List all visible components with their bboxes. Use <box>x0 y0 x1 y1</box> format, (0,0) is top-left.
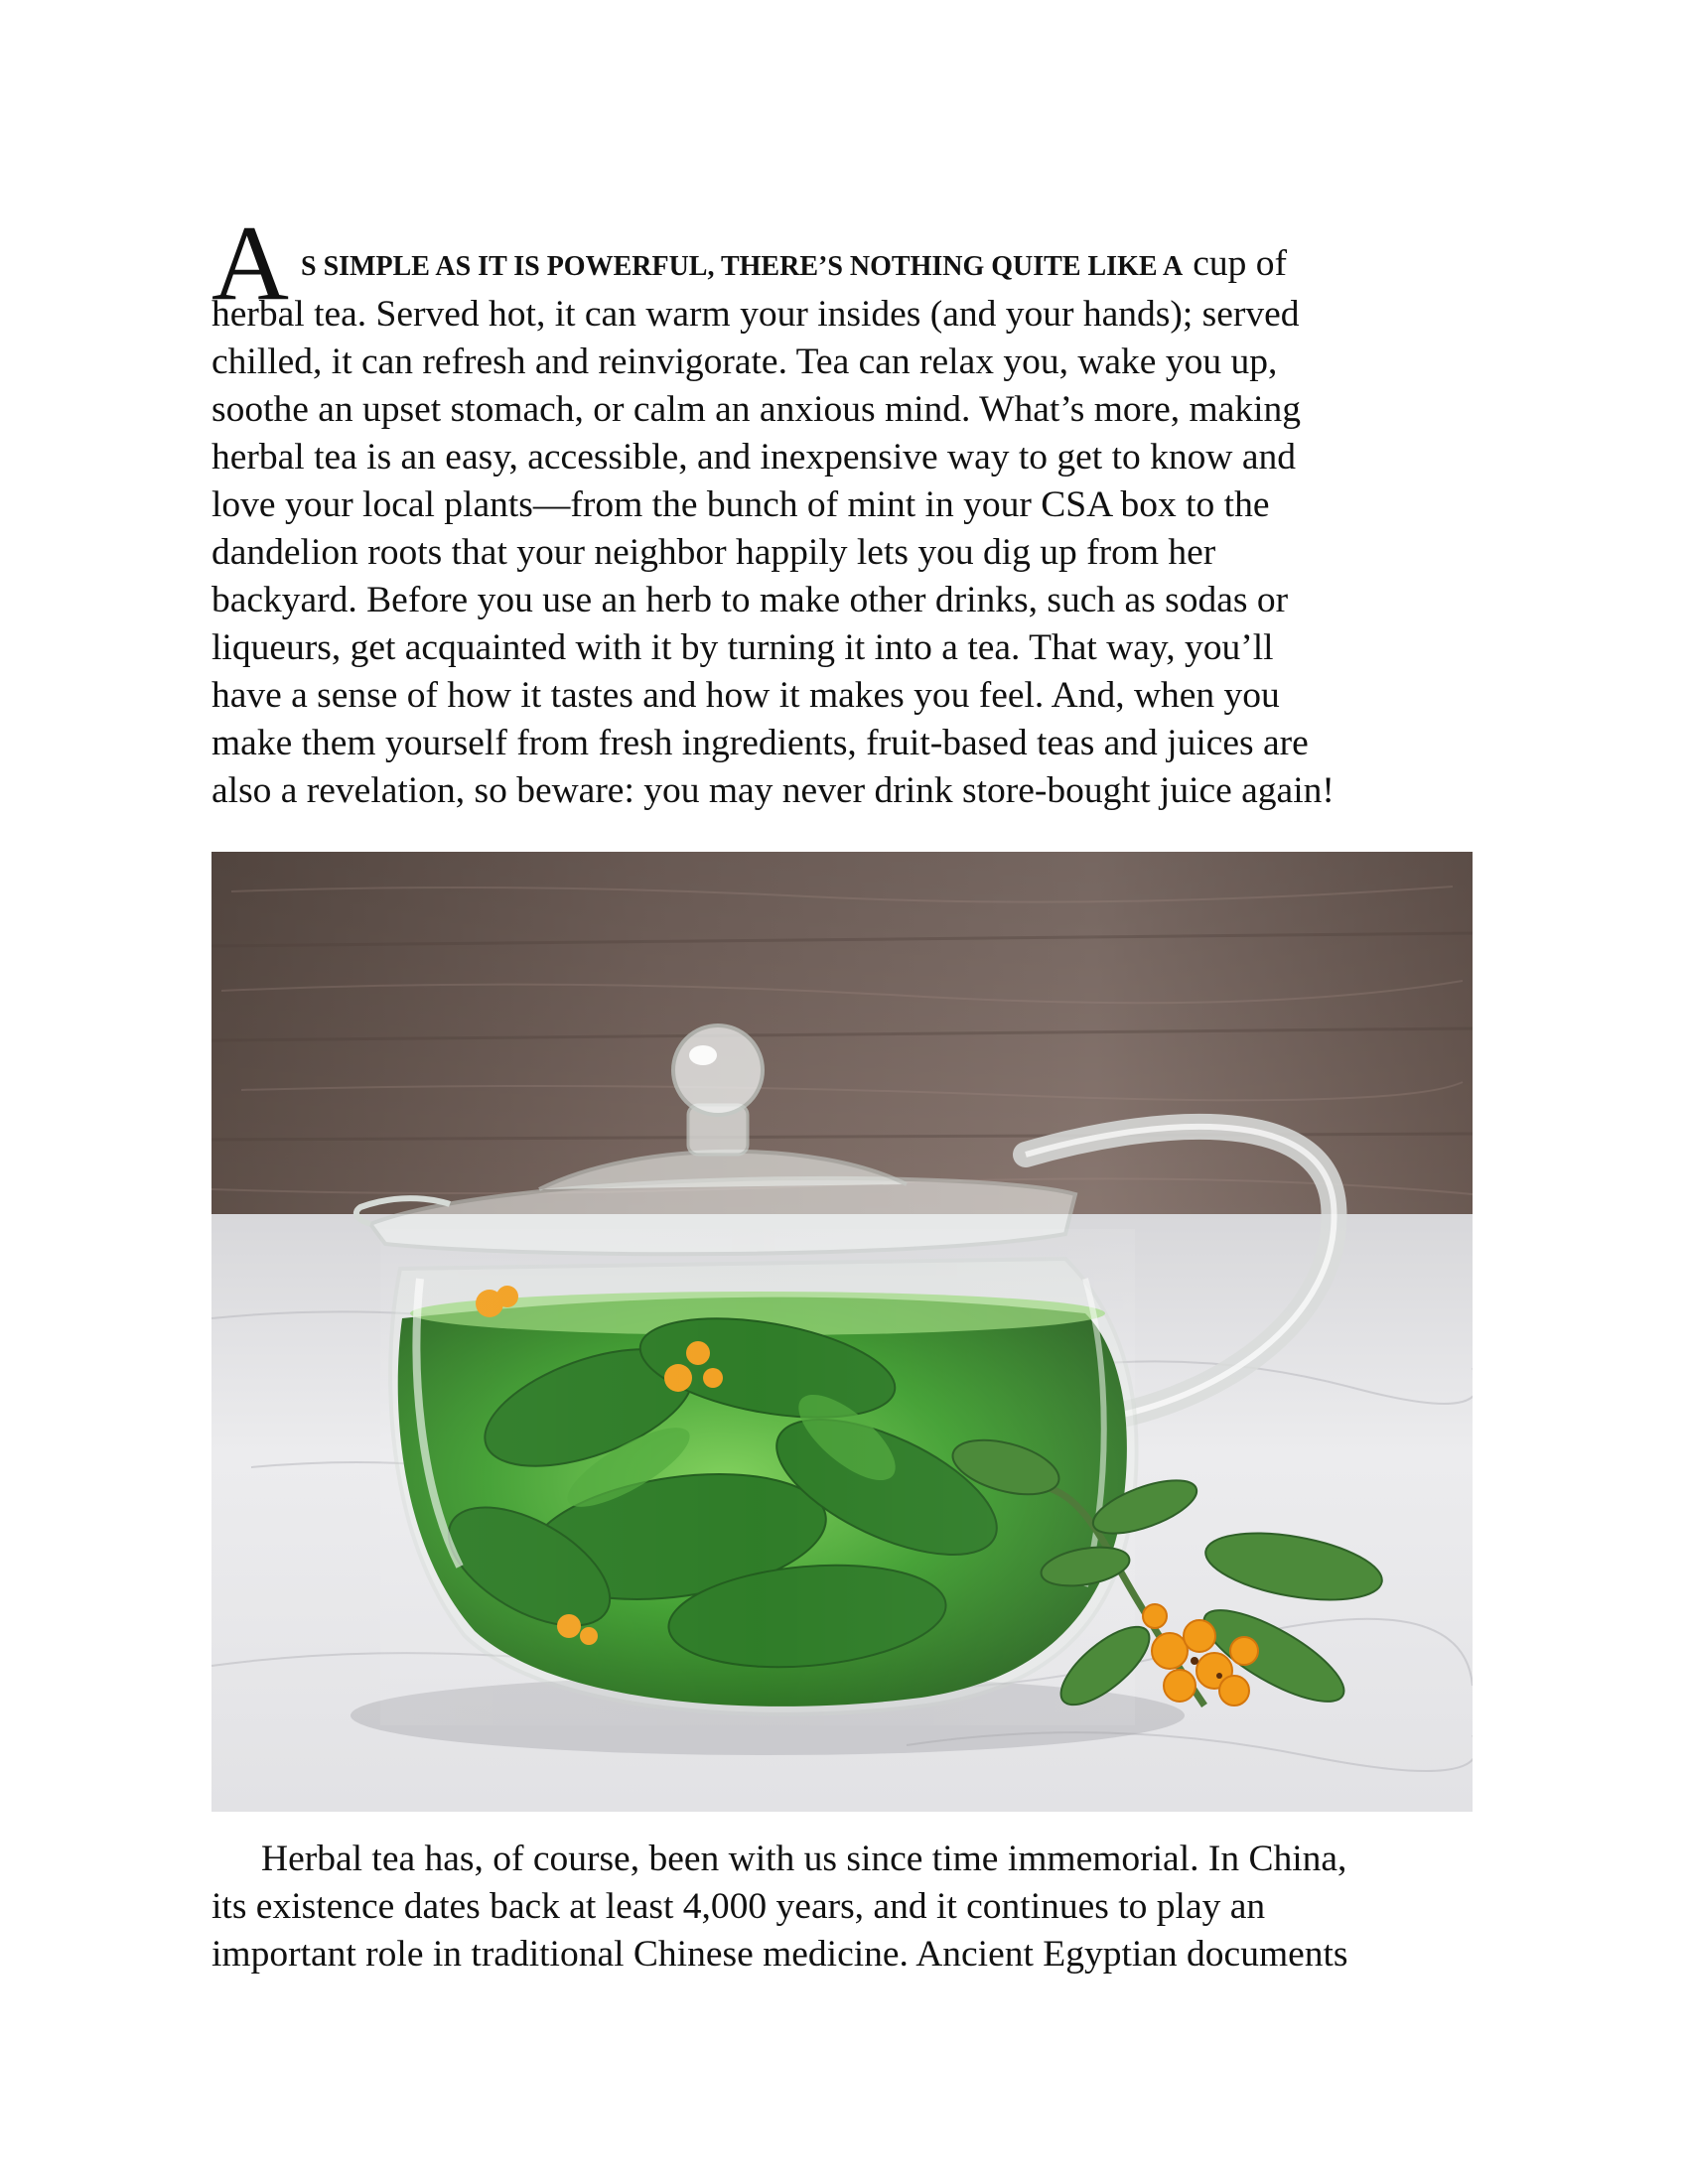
intro-line: also a revelation, so beware: you may never drink store-bought juice again! <box>211 770 1335 811</box>
intro-line: backyard. Before you use an herb to make other drinks, such as sodas or <box>211 580 1289 620</box>
body-line: its existence dates back at least 4,000 years, and it continues to play an <box>211 1886 1266 1927</box>
body-paragraph <box>211 1836 1482 1979</box>
lead-in-caps: S SIMPLE AS IT IS POWERFUL, THERE’S NOTHING QUITE LIKE A <box>301 251 1184 282</box>
intro-line: dandelion roots that your neighbor happily lets you dig up from her <box>211 532 1216 573</box>
intro-line: herbal tea is an easy, accessible, and inexpensive way to get to know and <box>211 437 1296 478</box>
herbal-tea-photo <box>211 852 1473 1812</box>
first-line-rest: cup of <box>1193 243 1287 284</box>
intro-line: liqueurs, get acquainted with it by turning it into a tea. That way, you’ll <box>211 627 1274 668</box>
intro-line: herbal tea. Served hot, it can warm your insides (and your hands); served <box>211 294 1300 335</box>
body-line: Herbal tea has, of course, been with us since time immemorial. In China, <box>261 1839 1347 1879</box>
intro-line: love your local plants—from the bunch of mint in your CSA box to the <box>211 484 1270 525</box>
intro-line: have a sense of how it tastes and how it makes you feel. And, when you <box>211 675 1280 716</box>
drop-cap: A <box>211 205 289 323</box>
body-line: important role in traditional Chinese medicine. Ancient Egyptian documents <box>211 1934 1348 1975</box>
intro-line: soothe an upset stomach, or calm an anxious mind. What’s more, making <box>211 389 1302 430</box>
teapot-illustration <box>211 852 1473 1812</box>
intro-line: chilled, it can refresh and reinvigorate. Tea can relax you, wake you up, <box>211 341 1278 382</box>
intro-paragraph <box>211 205 1482 815</box>
intro-line: make them yourself from fresh ingredients, fruit-based teas and juices are <box>211 723 1309 763</box>
